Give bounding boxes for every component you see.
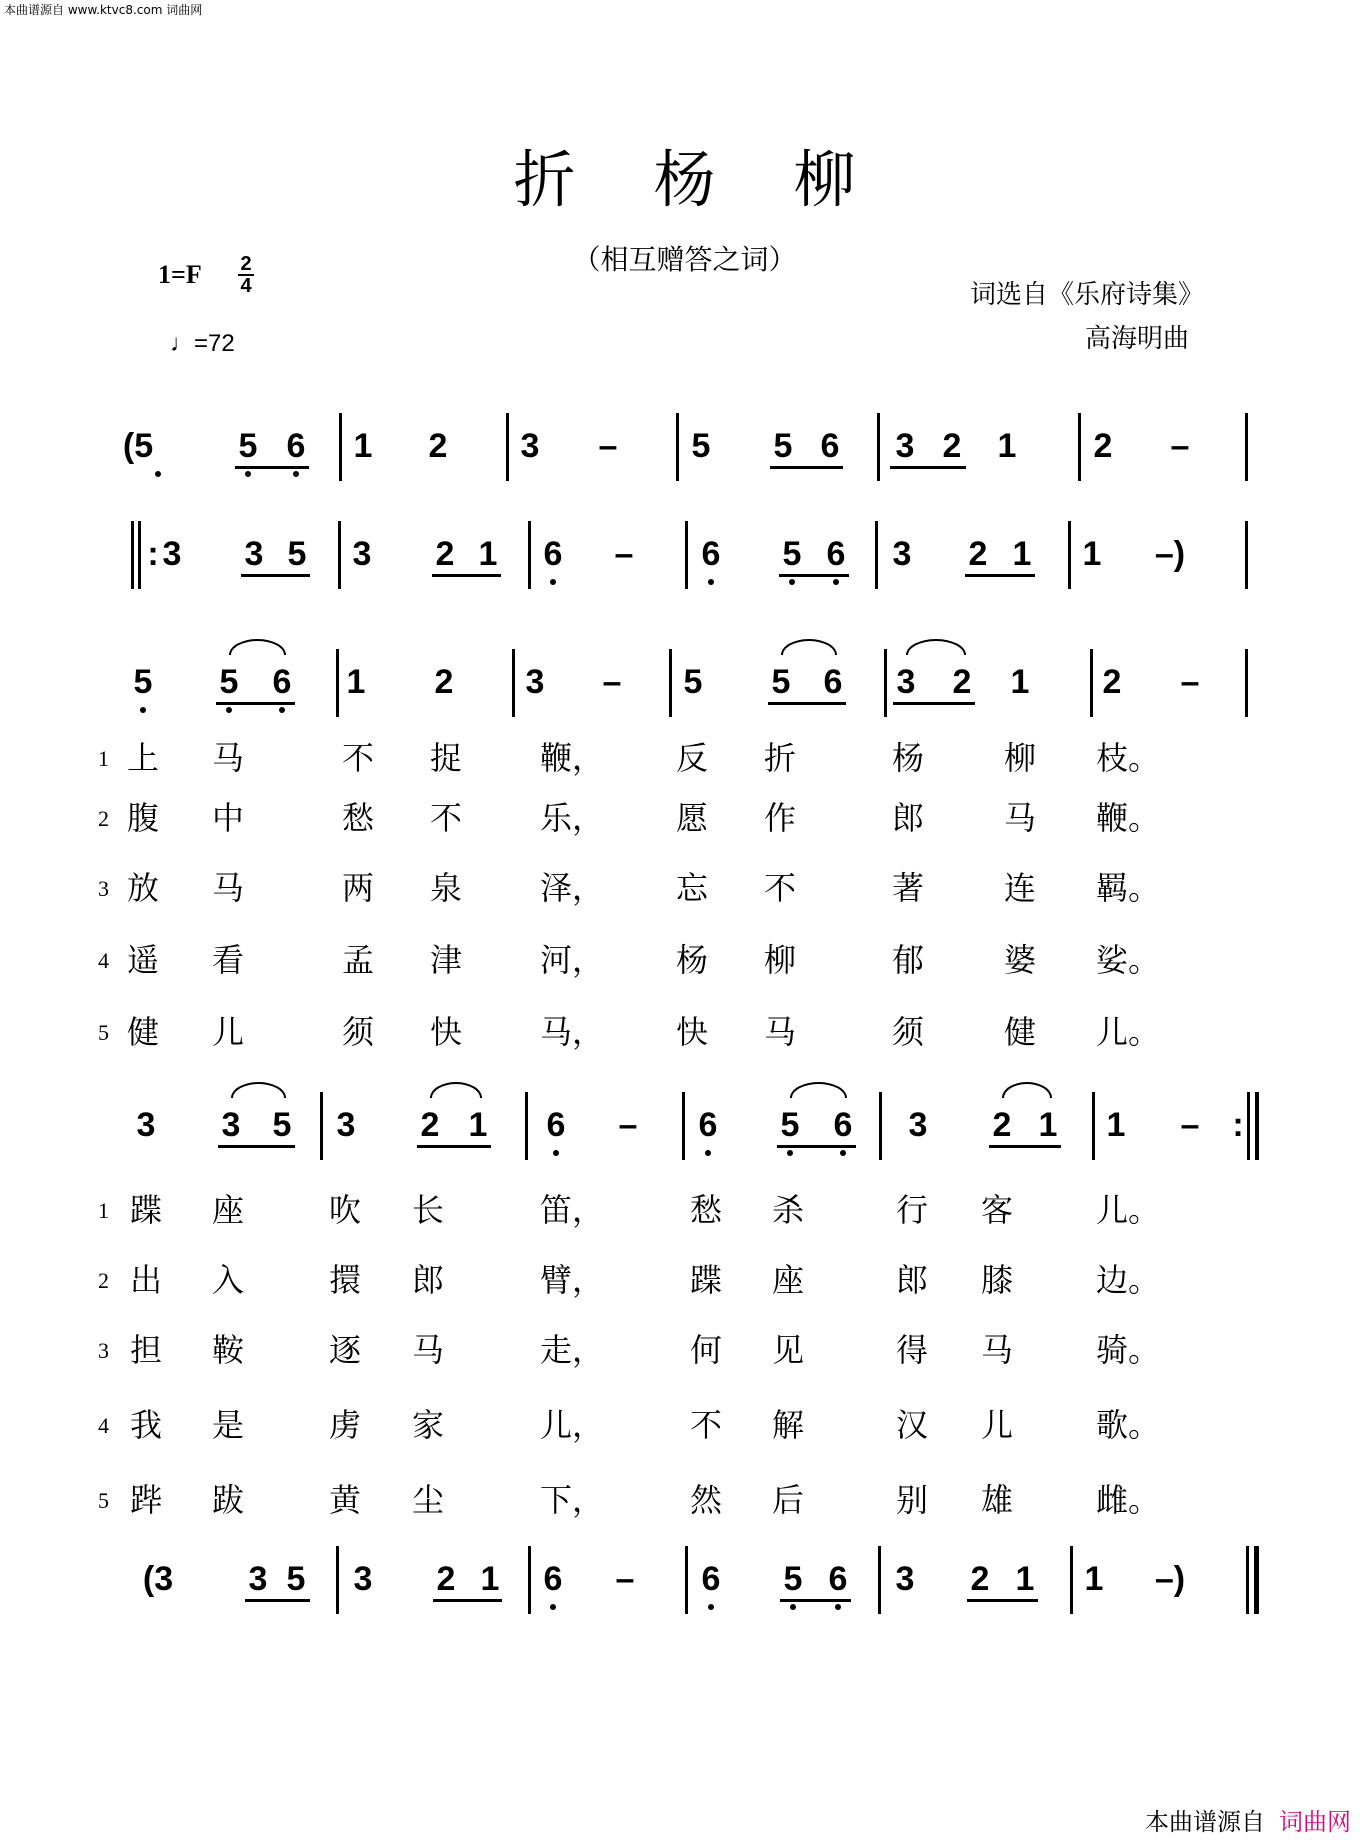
lyric-char: 河， [540, 941, 605, 979]
lyric-char: 马 [763, 1013, 797, 1051]
lyric-char: 愿 [675, 799, 709, 837]
underline [777, 1145, 856, 1148]
lyric-char: 郎 [411, 1261, 445, 1299]
lyric-char: 郎 [891, 799, 925, 837]
lyric-char: 杨 [891, 739, 925, 777]
note: – [1170, 427, 1190, 465]
lyric-char: 儿 [980, 1406, 1014, 1444]
note: 3 [353, 1560, 373, 1598]
note: 3 [352, 535, 372, 573]
lyric-char: 雄 [980, 1481, 1014, 1519]
note: – [598, 427, 618, 465]
lyric-char: 放 [126, 869, 160, 907]
verse-number: 5 [98, 1488, 109, 1513]
note: 2 [428, 427, 448, 465]
note: 5 [683, 663, 703, 701]
note: –) [1154, 535, 1186, 573]
note: 2 [420, 1106, 440, 1144]
octave-dot [550, 1604, 556, 1610]
lyric-char: 走， [540, 1331, 605, 1369]
note: 3 [336, 1106, 356, 1144]
underline [433, 1599, 502, 1602]
lyric-char: 著 [891, 869, 925, 907]
barline [685, 521, 688, 589]
note: 5 [773, 427, 793, 465]
lyric-char: 看 [211, 941, 245, 979]
slur [229, 639, 286, 655]
lyric-char: 柳 [763, 941, 797, 979]
barline [1068, 521, 1071, 589]
note: 2 [942, 427, 962, 465]
underline [967, 1599, 1038, 1602]
final-barline [1246, 1546, 1249, 1614]
note: 5 [783, 1560, 803, 1598]
octave-dot [835, 1604, 841, 1610]
note: – [1180, 1106, 1200, 1144]
barline [878, 1546, 881, 1614]
note: 2 [435, 535, 455, 573]
lyric-char: 柳 [1003, 739, 1037, 777]
octave-dot [155, 471, 161, 477]
octave-dot [833, 579, 839, 585]
verse-number: 4 [98, 1413, 109, 1438]
barline [320, 1092, 323, 1160]
lyric-char: 马 [980, 1331, 1014, 1369]
underline [768, 702, 846, 705]
slur [906, 639, 966, 655]
note: 5 [287, 535, 307, 573]
lyric-char: 解 [771, 1406, 805, 1444]
underline [432, 574, 501, 577]
octave-dot [245, 471, 251, 477]
note: 2 [436, 1560, 456, 1598]
lyric-char: 遥 [126, 941, 160, 979]
lyric-char: 长 [411, 1191, 445, 1229]
note: 1 [997, 427, 1017, 465]
note: 1 [1010, 663, 1030, 701]
lyric-char: 愁 [341, 799, 375, 837]
lyric-char: 黄 [328, 1481, 362, 1519]
barline [875, 521, 878, 589]
note: 6 [286, 427, 306, 465]
header-watermark: 本曲谱源自 www.ktvc8.com 词曲网 [4, 3, 203, 17]
lyric-char: 枝。 [1096, 739, 1161, 777]
underline [890, 466, 966, 469]
lyric-char: 腹 [126, 799, 160, 837]
lyric-char: 蹀 [689, 1261, 723, 1299]
note: 1 [346, 663, 366, 701]
octave-dot [789, 579, 795, 585]
barline [884, 649, 887, 717]
lyric-char: 下， [540, 1481, 605, 1519]
footer-brand: 词曲网 [1279, 1808, 1351, 1836]
note: 6 [828, 1560, 848, 1598]
repeat-start [138, 521, 141, 589]
final-barline [1254, 1546, 1259, 1614]
lyric-char: 乐， [540, 799, 605, 837]
note: – [614, 535, 634, 573]
lyric-char: 马 [211, 869, 245, 907]
note: 5 [691, 427, 711, 465]
lyric-char: 儿。 [1096, 1191, 1161, 1229]
lyric-char: 忘 [675, 869, 709, 907]
lyric-char: 杀 [771, 1191, 805, 1229]
note: 6 [698, 1106, 718, 1144]
time-signature [238, 254, 254, 296]
lyric-char: 见 [771, 1331, 805, 1369]
underline [245, 1599, 310, 1602]
note: 5 [219, 663, 239, 701]
lyric-char: 不 [429, 799, 463, 837]
lyric-char: 蹀 [129, 1191, 163, 1229]
note: 6 [272, 663, 292, 701]
tempo-marking [170, 330, 235, 358]
barline [528, 521, 531, 589]
barline [528, 1546, 531, 1614]
lyric-char: 鞭， [540, 739, 605, 777]
note: 6 [833, 1106, 853, 1144]
octave-dot [279, 707, 285, 713]
lyric-char: 不 [689, 1406, 723, 1444]
verse-number: 3 [98, 876, 109, 901]
lyric-char: 后 [771, 1481, 805, 1519]
note: 3 [136, 1106, 156, 1144]
note: 2 [992, 1106, 1012, 1144]
note: –) [1154, 1560, 1186, 1598]
time-signature-bottom: 4 [240, 275, 252, 297]
lyric-char: 汉 [895, 1406, 929, 1444]
note: 6 [820, 427, 840, 465]
octave-dot [293, 471, 299, 477]
lyric-char: 两 [341, 869, 375, 907]
octave-dot [708, 579, 714, 585]
note: 2 [952, 663, 972, 701]
barline [512, 649, 515, 717]
note: – [1180, 663, 1200, 701]
lyric-char: 骑。 [1096, 1331, 1161, 1369]
lyric-char: 杨 [675, 941, 709, 979]
barline [1090, 649, 1093, 717]
slur [231, 1082, 286, 1098]
barline [676, 413, 679, 481]
underline [417, 1145, 491, 1148]
quarter-note-icon: ♩ [170, 330, 194, 357]
barline [879, 1092, 882, 1160]
lyric-char: 家 [411, 1406, 445, 1444]
lyric-char: 何 [689, 1331, 723, 1369]
underline [893, 702, 975, 705]
lyric-char: 儿。 [1096, 1013, 1161, 1051]
verse-number: 1 [98, 1198, 109, 1223]
slur [1002, 1082, 1052, 1098]
note: (3 [142, 1560, 174, 1598]
lyric-char: 座 [771, 1261, 805, 1299]
barline [685, 1546, 688, 1614]
note: 5 [286, 1560, 306, 1598]
lyric-char: 鞍 [211, 1331, 245, 1369]
verse-number: 4 [98, 948, 109, 973]
underline [779, 574, 849, 577]
barline [877, 413, 880, 481]
barline [669, 649, 672, 717]
lyric-char: 客 [980, 1191, 1014, 1229]
note: 1 [1012, 535, 1032, 573]
underline [218, 1145, 295, 1148]
note: 5 [133, 663, 153, 701]
lyric-char: 擐 [328, 1261, 362, 1299]
lyric-char: 跋 [211, 1481, 245, 1519]
lyric-char: 不 [763, 869, 797, 907]
note: 6 [543, 535, 563, 573]
footer-source [1145, 1802, 1351, 1837]
barline [1092, 1092, 1095, 1160]
lyric-char: 担 [129, 1331, 163, 1369]
underline [216, 702, 295, 705]
octave-dot [790, 1604, 796, 1610]
song-title: 折杨柳 [513, 143, 934, 216]
repeat-start [131, 521, 134, 589]
lyric-char: 婆 [1003, 941, 1037, 979]
note: 5 [782, 535, 802, 573]
barline [338, 521, 341, 589]
lyric-char: 歌。 [1096, 1406, 1161, 1444]
footer-source-text: 本曲谱源自 [1145, 1808, 1265, 1836]
lyrics-credit: 词选自《乐府诗集》 [970, 280, 1205, 310]
lyric-char: 出 [129, 1261, 163, 1299]
note: 1 [1084, 1560, 1104, 1598]
barline [1245, 521, 1248, 589]
lyric-char: 须 [341, 1013, 375, 1051]
note: 3 [892, 535, 912, 573]
note: 1 [468, 1106, 488, 1144]
barline [1245, 413, 1248, 481]
barline [682, 1092, 685, 1160]
lyric-char: 愁 [689, 1191, 723, 1229]
note: 5 [272, 1106, 292, 1144]
lyric-char: 津 [429, 941, 463, 979]
note: 5 [771, 663, 791, 701]
lyric-char: 边。 [1096, 1261, 1161, 1299]
note: 3 [908, 1106, 928, 1144]
note: 3 [162, 535, 182, 573]
lyric-char: 健 [1003, 1013, 1037, 1051]
barline [339, 413, 342, 481]
underline [780, 1599, 851, 1602]
note: 2 [1093, 427, 1113, 465]
note: 6 [701, 1560, 721, 1598]
lyric-char: 儿 [211, 1013, 245, 1051]
lyric-char: 泉 [429, 869, 463, 907]
lyric-char: 郎 [895, 1261, 929, 1299]
lyric-char: 马 [211, 739, 245, 777]
repeat-end [1247, 1092, 1250, 1160]
note: (5 [122, 427, 154, 465]
note: 6 [546, 1106, 566, 1144]
lyric-char: 快 [429, 1013, 463, 1051]
underline [770, 466, 843, 469]
underline [965, 574, 1035, 577]
lyric-char: 反 [675, 739, 709, 777]
note: 6 [826, 535, 846, 573]
note: 3 [895, 1560, 915, 1598]
note: 3 [525, 663, 545, 701]
lyric-char: 须 [891, 1013, 925, 1051]
note: 3 [896, 663, 916, 701]
lyric-char: 健 [126, 1013, 160, 1051]
note: 6 [701, 535, 721, 573]
lyric-char: 膝 [980, 1261, 1014, 1299]
note: 5 [238, 427, 258, 465]
note: 1 [1082, 535, 1102, 573]
underline [241, 574, 310, 577]
lyric-char: 臂， [540, 1261, 605, 1299]
note: 1 [353, 427, 373, 465]
note: 3 [244, 535, 264, 573]
note: – [615, 1560, 635, 1598]
lyric-char: 郁 [891, 941, 925, 979]
lyric-char: 我 [129, 1406, 163, 1444]
lyric-char: 马 [411, 1331, 445, 1369]
lyric-char: 泽， [540, 869, 605, 907]
time-signature-top: 2 [240, 253, 252, 275]
lyric-char: 快 [675, 1013, 709, 1051]
verse-number: 1 [98, 746, 109, 771]
verse-number: 5 [98, 1020, 109, 1045]
note: 3 [895, 427, 915, 465]
note: 1 [480, 1560, 500, 1598]
repeat-dots: : [1232, 1106, 1244, 1144]
note: 3 [520, 427, 540, 465]
lyric-char: 尘 [411, 1481, 445, 1519]
underline [989, 1145, 1061, 1148]
barline [336, 649, 339, 717]
barline [525, 1092, 528, 1160]
octave-dot [553, 1150, 559, 1156]
repeat-end [1255, 1092, 1259, 1160]
tempo-value: =72 [194, 330, 235, 357]
lyric-char: 虏 [328, 1406, 362, 1444]
lyric-char: 捉 [429, 739, 463, 777]
lyric-char: 马 [1003, 799, 1037, 837]
lyric-char: 作 [763, 799, 797, 837]
barline [1070, 1546, 1073, 1614]
octave-dot [840, 1150, 846, 1156]
lyric-char: 笛， [540, 1191, 605, 1229]
lyric-char: 连 [1003, 869, 1037, 907]
repeat-dots: : [147, 535, 159, 573]
lyric-char: 别 [895, 1481, 929, 1519]
note: 1 [478, 535, 498, 573]
lyric-char: 上 [126, 739, 160, 777]
octave-dot [708, 1604, 714, 1610]
note: 1 [1106, 1106, 1126, 1144]
lyric-char: 娑。 [1096, 941, 1161, 979]
note: 6 [823, 663, 843, 701]
note: 2 [434, 663, 454, 701]
note: 2 [1102, 663, 1122, 701]
lyric-char: 羁。 [1096, 869, 1161, 907]
octave-dot [226, 707, 232, 713]
lyric-char: 鞭。 [1096, 799, 1161, 837]
verse-number: 2 [98, 806, 109, 831]
key-signature: 1=F [158, 260, 202, 289]
note: 2 [970, 1560, 990, 1598]
note: 5 [780, 1106, 800, 1144]
lyric-char: 中 [211, 799, 245, 837]
barline [1078, 413, 1081, 481]
lyric-char: 得 [895, 1331, 929, 1369]
slur [781, 639, 837, 655]
note: 3 [221, 1106, 241, 1144]
lyric-char: 不 [341, 739, 375, 777]
octave-dot [550, 579, 556, 585]
note: 3 [248, 1560, 268, 1598]
verse-number: 3 [98, 1338, 109, 1363]
lyric-char: 折 [763, 739, 797, 777]
lyric-char: 逐 [328, 1331, 362, 1369]
lyric-char: 跸 [129, 1481, 163, 1519]
note: 1 [1038, 1106, 1058, 1144]
composer-credit: 高海明曲 [1085, 324, 1190, 354]
lyric-char: 然 [689, 1481, 723, 1519]
barline [336, 1546, 339, 1614]
lyric-char: 座 [211, 1191, 245, 1229]
note: – [602, 663, 622, 701]
lyric-char: 吹 [328, 1191, 362, 1229]
lyric-char: 行 [895, 1191, 929, 1229]
lyric-char: 是 [211, 1406, 245, 1444]
lyric-char: 儿， [540, 1406, 605, 1444]
note: 2 [968, 535, 988, 573]
octave-dot [787, 1150, 793, 1156]
lyric-char: 雌。 [1096, 1481, 1161, 1519]
note: 6 [543, 1560, 563, 1598]
barline [1245, 649, 1248, 717]
slur [430, 1082, 482, 1098]
verse-number: 2 [98, 1268, 109, 1293]
note: 1 [1015, 1560, 1035, 1598]
octave-dot [705, 1150, 711, 1156]
note: – [618, 1106, 638, 1144]
lyric-char: 入 [211, 1261, 245, 1299]
underline [235, 466, 309, 469]
slur [790, 1082, 847, 1098]
barline [506, 413, 509, 481]
octave-dot [140, 707, 146, 713]
lyric-char: 孟 [341, 941, 375, 979]
song-subtitle: （相互赠答之词） [572, 243, 797, 276]
lyric-char: 马， [540, 1013, 605, 1051]
